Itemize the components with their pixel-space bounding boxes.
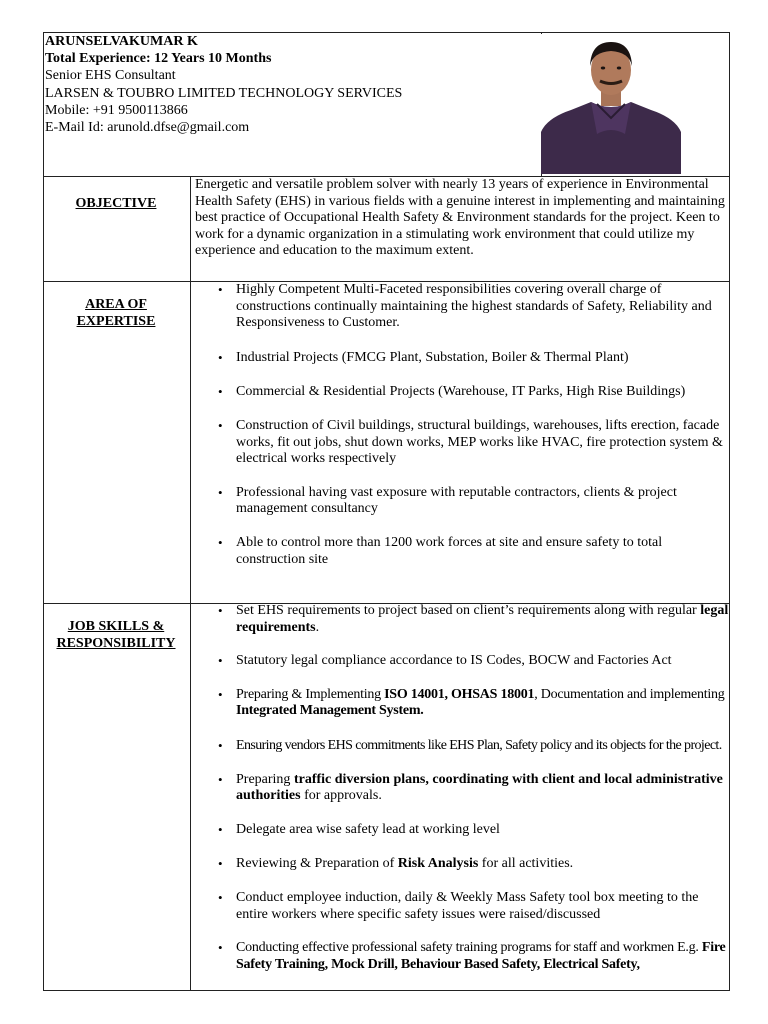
mobile-number: Mobile: +91 9500113866: [45, 102, 188, 118]
resume-table: [43, 32, 730, 991]
list-item: • Able to control more than 1200 work forces at site and ensure safety to total construction site: [195, 535, 730, 568]
list-item: • Highly Competent Multi-Faceted responsibilities covering overall charge of constructions continually maintaining the highest standards of Safety, Reliability and Responsiveness to Customer.: [195, 282, 730, 332]
email-address: E-Mail Id: arunold.dfse@gmail.com: [45, 120, 250, 136]
contact-block: [45, 33, 402, 136]
list-item: • Delegate area wise safety lead at working level: [195, 822, 730, 839]
skills-heading: JOB SKILLS & RESPONSIBILITY: [56, 619, 176, 651]
list-item: • Conducting effective professional safety training programs for staff and workmen E.g. Fire Safety Training, Mock Drill, Behaviour Based Safety, Electrical Safety,: [195, 940, 730, 973]
expertise-heading: AREA OF EXPERTISE: [76, 297, 156, 329]
list-item: • Conduct employee induction, daily & Weekly Mass Safety tool box meeting to the entire workers where specific safety issues were raised/discussed: [195, 890, 730, 923]
list-item: • Statutory legal compliance accordance to IS Codes, BOCW and Factories Act: [195, 653, 730, 670]
company-name: LARSEN & TOUBRO LIMITED TECHNOLOGY SERVICES: [45, 85, 403, 101]
list-item: • Preparing traffic diversion plans, coordinating with client and local administrative authorities for approvals.: [195, 772, 730, 805]
list-item: • Set EHS requirements to project based on client’s requirements along with regular legal requirements.: [195, 603, 730, 636]
list-item: • Ensuring vendors EHS commitments like EHS Plan, Safety policy and its objects for the project.: [195, 738, 730, 755]
list-item: • Industrial Projects (FMCG Plant, Substation, Boiler & Thermal Plant): [195, 350, 730, 367]
divider-label-column: [190, 176, 191, 991]
skills-list: [195, 603, 730, 973]
list-item: • Reviewing & Preparation of Risk Analysis for all activities.: [195, 856, 730, 873]
designation: Senior EHS Consultant: [45, 68, 176, 84]
expertise-list: [195, 282, 730, 568]
list-item: • Professional having vast exposure with reputable contractors, clients & project management consultancy: [195, 485, 730, 518]
list-item: • Construction of Civil buildings, structural buildings, warehouses, lifts erection, facade works, fit out jobs, shut down works, MEP works like HVAC, fire protection system & electrical works respectively: [195, 418, 730, 468]
objective-heading: OBJECTIVE: [75, 196, 157, 211]
list-item: • Commercial & Residential Projects (Warehouse, IT Parks, High Rise Buildings): [195, 384, 730, 401]
candidate-name: ARUNSELVAKUMAR K: [45, 34, 198, 49]
list-item: • Preparing & Implementing ISO 14001, OHSAS 18001, Documentation and implementing Integrated Management System.: [195, 687, 730, 720]
objective-text: Energetic and versatile problem solver with nearly 13 years of experience in Environmental Health Safety (EHS) in various fields with a genuine interest in implementing and maintaining best practice of Occupational Health Safety & Environment standards for the project. Keen to work for a dynamic organization in a stimulating work environment that could utilize my experience and education to the maximum extent.: [195, 177, 725, 259]
person-photo-icon: [541, 34, 681, 174]
profile-photo: [541, 34, 681, 174]
total-experience: Total Experience: 12 Years 10 Months: [45, 51, 272, 67]
